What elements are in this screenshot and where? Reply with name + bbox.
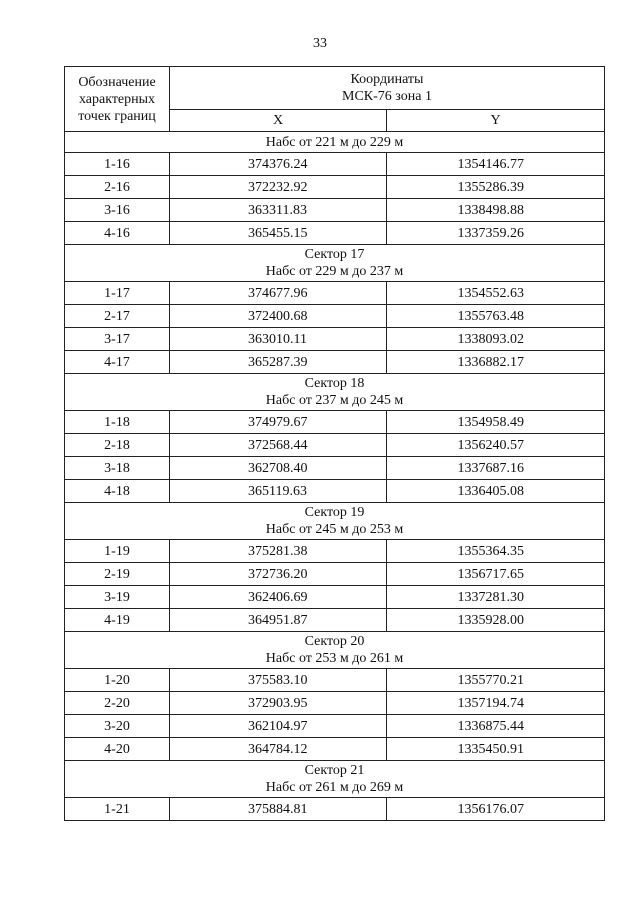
x-coordinate-cell: 365287.39 [170,351,387,374]
coordinates-header-line: Координаты [350,72,424,87]
point-id-cell: 3-16 [65,199,170,222]
table-row [65,540,605,563]
point-id-cell: 1-20 [65,669,170,692]
section-header-row [65,374,605,411]
table-row [65,176,605,199]
height-range: Набс от 261 м до 269 м [265,780,404,795]
y-coordinate-cell: 1338093.02 [387,328,605,351]
point-id-cell: 1-16 [65,153,170,176]
table-row [65,411,605,434]
point-id-cell: 2-17 [65,305,170,328]
x-coordinate-cell: 364951.87 [170,609,387,632]
y-coordinate-cell: 1355286.39 [387,176,605,199]
section-header-row [65,632,605,669]
point-id-cell: 4-18 [65,480,170,503]
point-id-cell: 2-19 [65,563,170,586]
y-coordinate-cell: 1337359.26 [387,222,605,245]
y-coordinate-cell: 1337281.30 [387,586,605,609]
x-coordinate-cell: 374677.96 [170,282,387,305]
x-coordinate-cell: 364784.12 [170,738,387,761]
height-range: Набс от 221 м до 229 м [265,134,404,150]
point-id-cell: 1-18 [65,411,170,434]
height-range: Набс от 245 м до 253 м [265,522,404,537]
table-row [65,480,605,503]
section-header-row [65,245,605,282]
table-row [65,609,605,632]
table-header-row [65,67,605,110]
y-coordinate-cell: 1357194.74 [387,692,605,715]
section-header [65,632,605,669]
y-coordinate-cell: 1354552.63 [387,282,605,305]
y-coordinate-cell: 1355770.21 [387,669,605,692]
point-id-cell: 3-17 [65,328,170,351]
table-row [65,199,605,222]
sector-title: Сектор 20 [304,634,365,649]
x-coordinate-cell: 372232.92 [170,176,387,199]
table-row [65,328,605,351]
x-coordinate-cell: 375884.81 [170,798,387,821]
x-coordinate-cell: 362104.97 [170,715,387,738]
table-row [65,669,605,692]
section-header-row [65,761,605,798]
section-header-row [65,503,605,540]
point-id-cell: 4-16 [65,222,170,245]
x-coordinate-cell: 363010.11 [170,328,387,351]
point-column-header-line: Обозначение [78,74,156,90]
x-coordinate-cell: 372400.68 [170,305,387,328]
point-id-cell: 3-18 [65,457,170,480]
point-id-cell: 4-17 [65,351,170,374]
table-row [65,563,605,586]
x-coordinate-cell: 362406.69 [170,586,387,609]
x-coordinate-cell: 372736.20 [170,563,387,586]
y-column-header: Y [387,110,605,132]
point-id-cell: 1-17 [65,282,170,305]
x-coordinate-cell: 365119.63 [170,480,387,503]
x-coordinate-cell: 363311.83 [170,199,387,222]
sector-title: Сектор 17 [304,247,365,262]
y-coordinate-cell: 1355364.35 [387,540,605,563]
x-coordinate-cell: 375281.38 [170,540,387,563]
table-row [65,586,605,609]
point-id-cell: 2-16 [65,176,170,199]
sector-title: Сектор 19 [304,505,365,520]
table-row [65,282,605,305]
section-header-row [65,132,605,153]
section-header [65,761,605,798]
table-row [65,798,605,821]
x-coordinate-cell: 365455.15 [170,222,387,245]
point-id-cell: 3-19 [65,586,170,609]
y-coordinate-cell: 1337687.16 [387,457,605,480]
point-id-cell: 4-19 [65,609,170,632]
x-column-header: X [170,110,387,132]
coordinates-table [64,66,605,821]
x-coordinate-cell: 374979.67 [170,411,387,434]
table-row [65,715,605,738]
table-row [65,738,605,761]
y-coordinate-cell: 1336875.44 [387,715,605,738]
point-column-header-line: точек границ [78,108,156,124]
y-coordinate-cell: 1336405.08 [387,480,605,503]
section-header [65,374,605,411]
sector-title: Сектор 21 [304,763,365,778]
section-header [65,245,605,282]
table-row [65,351,605,374]
coordinates-header [170,67,605,110]
table-row [65,457,605,480]
y-coordinate-cell: 1356240.57 [387,434,605,457]
height-range: Набс от 237 м до 245 м [265,393,404,408]
y-coordinate-cell: 1355763.48 [387,305,605,328]
point-id-cell: 1-21 [65,798,170,821]
y-coordinate-cell: 1335928.00 [387,609,605,632]
x-coordinate-cell: 372903.95 [170,692,387,715]
point-id-cell: 4-20 [65,738,170,761]
y-coordinate-cell: 1354958.49 [387,411,605,434]
table-row [65,434,605,457]
y-coordinate-cell: 1338498.88 [387,199,605,222]
sector-title: Сектор 18 [304,376,365,391]
y-coordinate-cell: 1336882.17 [387,351,605,374]
y-coordinate-cell: 1354146.77 [387,153,605,176]
point-id-cell: 3-20 [65,715,170,738]
section-header [65,503,605,540]
coordinates-table-body [65,67,605,821]
table-row [65,222,605,245]
coordinates-header-line: МСК-76 зона 1 [342,89,432,104]
x-coordinate-cell: 374376.24 [170,153,387,176]
table-row [65,305,605,328]
y-coordinate-cell: 1335450.91 [387,738,605,761]
point-column-header-line: характерных [78,91,156,107]
table-row [65,692,605,715]
point-column-header [65,67,170,132]
point-id-cell: 2-20 [65,692,170,715]
x-coordinate-cell: 362708.40 [170,457,387,480]
point-id-cell: 1-19 [65,540,170,563]
x-coordinate-cell: 375583.10 [170,669,387,692]
y-coordinate-cell: 1356717.65 [387,563,605,586]
height-range: Набс от 253 м до 261 м [265,651,404,666]
x-coordinate-cell: 372568.44 [170,434,387,457]
height-range: Набс от 229 м до 237 м [265,264,404,279]
point-id-cell: 2-18 [65,434,170,457]
table-row [65,153,605,176]
y-coordinate-cell: 1356176.07 [387,798,605,821]
page-number: 33 [313,36,327,51]
section-header [65,132,605,153]
